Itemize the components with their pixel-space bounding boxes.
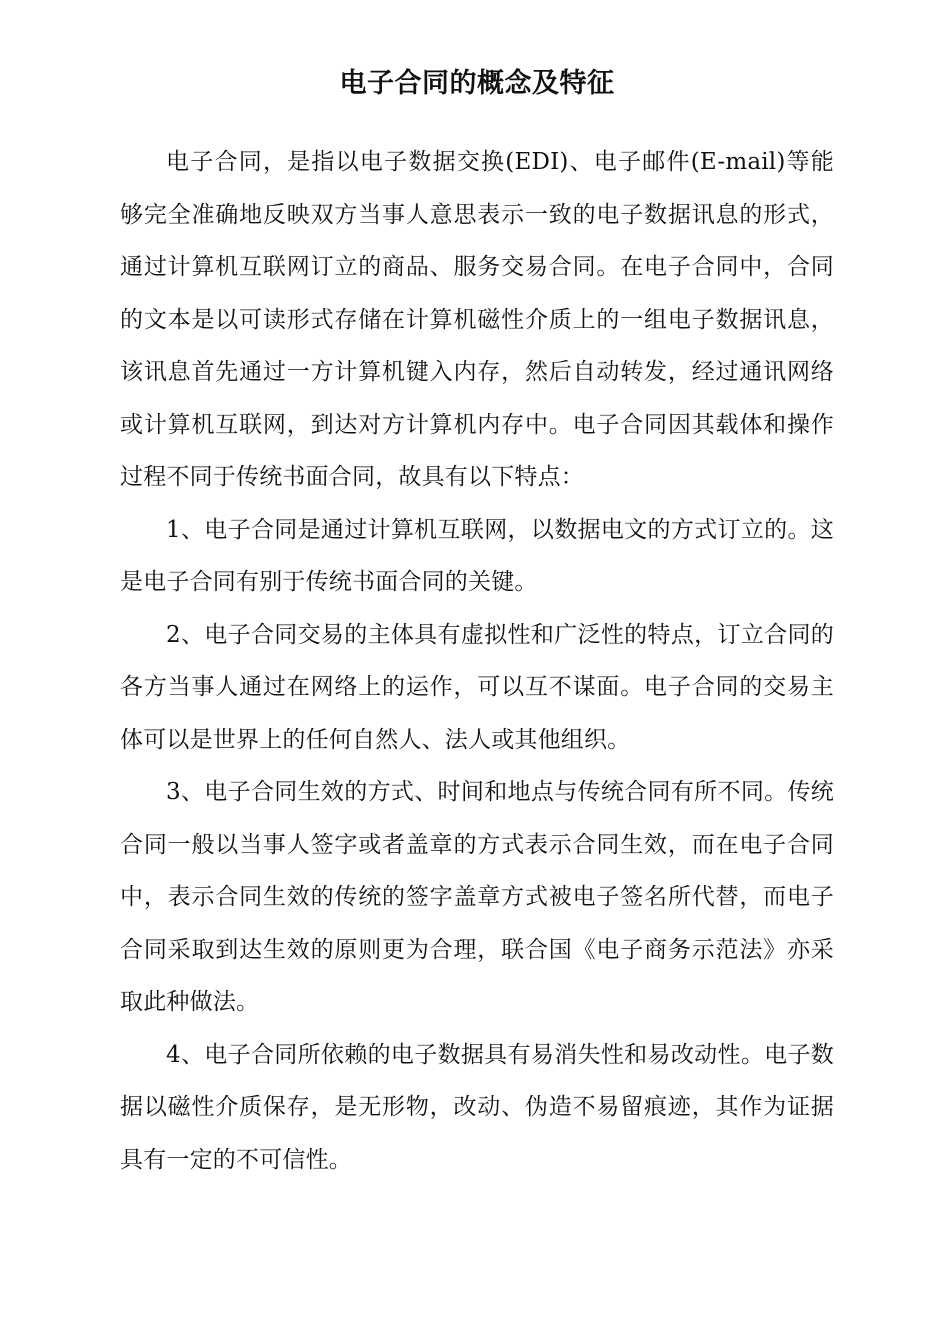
feature-paragraph-1: 1、电子合同是通过计算机互联网，以数据电文的方式订立的。这是电子合同有别于传统书面合同的关键。 [120,516,834,595]
document-title: 电子合同的概念及特征 [339,68,615,99]
document-page [120,62,834,1186]
intro-paragraph: 电子合同，是指以电子数据交换(EDI)、电子邮件(E-mail)等能够完全准确地反映双方当事人意思表示一致的电子数据讯息的形式，通过计算机互联网订立的商品、服务交易合同。在电子合同中，合同的文本是以可读形式存储在计算机磁性介质上的一组电子数据讯息，该讯息首先通过一方计算机键入内存，然后自动转发，经过通讯网络或计算机互联网，到达对方计算机内存中。电子合同因其载体和操作过程不同于传统书面合同，故具有以下特点： [120,149,834,490]
feature-paragraph-2: 2、电子合同交易的主体具有虚拟性和广泛性的特点，订立合同的各方当事人通过在网络上的运作，可以互不谋面。电子合同的交易主体可以是世界上的任何自然人、法人或其他组织。 [120,621,834,753]
feature-paragraph-3: 3、电子合同生效的方式、时间和地点与传统合同有所不同。传统合同一般以当事人签字或者盖章的方式表示合同生效，而在电子合同中，表示合同生效的传统的签字盖章方式被电子签名所代替，而电子合同采取到达生效的原则更为合理，联合国《电子商务示范法》亦采取此种做法。 [120,779,834,1015]
feature-paragraph-4: 4、电子合同所依赖的电子数据具有易消失性和易改动性。电子数据以磁性介质保存，是无形物，改动、伪造不易留痕迹，其作为证据具有一定的不可信性。 [120,1041,834,1173]
